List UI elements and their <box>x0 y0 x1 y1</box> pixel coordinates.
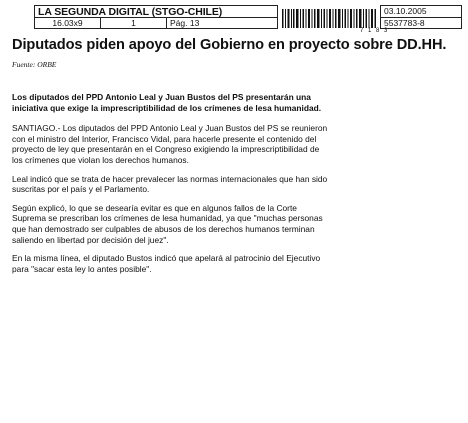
clipping-date-box <box>380 5 462 29</box>
barcode-digits: 7 1 8 3 <box>360 28 389 34</box>
clipping-code: 5537783-8 <box>384 18 425 28</box>
clipping-number: 1 <box>101 18 167 28</box>
publication-name: LA SEGUNDA DIGITAL (STGO-CHILE) <box>34 5 278 17</box>
clipping-header <box>30 4 462 34</box>
article-headline: Diputados piden apoyo del Gobierno en proyecto sobre DD.HH. <box>12 37 447 53</box>
clipping-meta-row <box>34 17 278 29</box>
article-paragraph: En la misma línea, el diputado Bustos indicó que apelará al patrocinio del Ejecutivo para "sacar esta ley lo antes posible". <box>12 253 321 274</box>
article-body <box>12 92 332 282</box>
clipping-size: 16.03x9 <box>35 18 101 28</box>
article-paragraph: SANTIAGO.- Los diputados del PPD Antonio Leal y Juan Bustos del PS se reunieron con el ministro del Interior, Francisco Vidal, para hacerle presente el contenido del proyecto de ley que presentarán en el Congreso exigiendo la imprescriptibilidad de los crímenes que violan los derechos humanos. <box>12 123 328 165</box>
article-source: Fuente: ORBE <box>12 60 57 69</box>
article-paragraph: Según explicó, lo que se desearía evitar es que en algunos fallos de la Corte Suprema se prescriban los crímenes de lesa humanidad, ya que "muchas personas que han demostrado ser culpables de abusos de los derechos humanos terminan saliendo en libertad por decisión del juez". <box>12 202 323 245</box>
article-lead: Los diputados del PPD Antonio Leal y Juan Bustos del PS presentarán una iniciativa que exige la imprescriptibilidad de los crímenes de lesa humanidad. <box>12 92 322 113</box>
clipping-date: 03.10.2005 <box>381 6 461 18</box>
clipping-page: Pág. 13 <box>170 18 200 28</box>
article-paragraph: Leal indicó que se trata de hacer prevalecer las normas internacionales que han sido suscritas por el país y el Parlamento. <box>12 173 328 195</box>
